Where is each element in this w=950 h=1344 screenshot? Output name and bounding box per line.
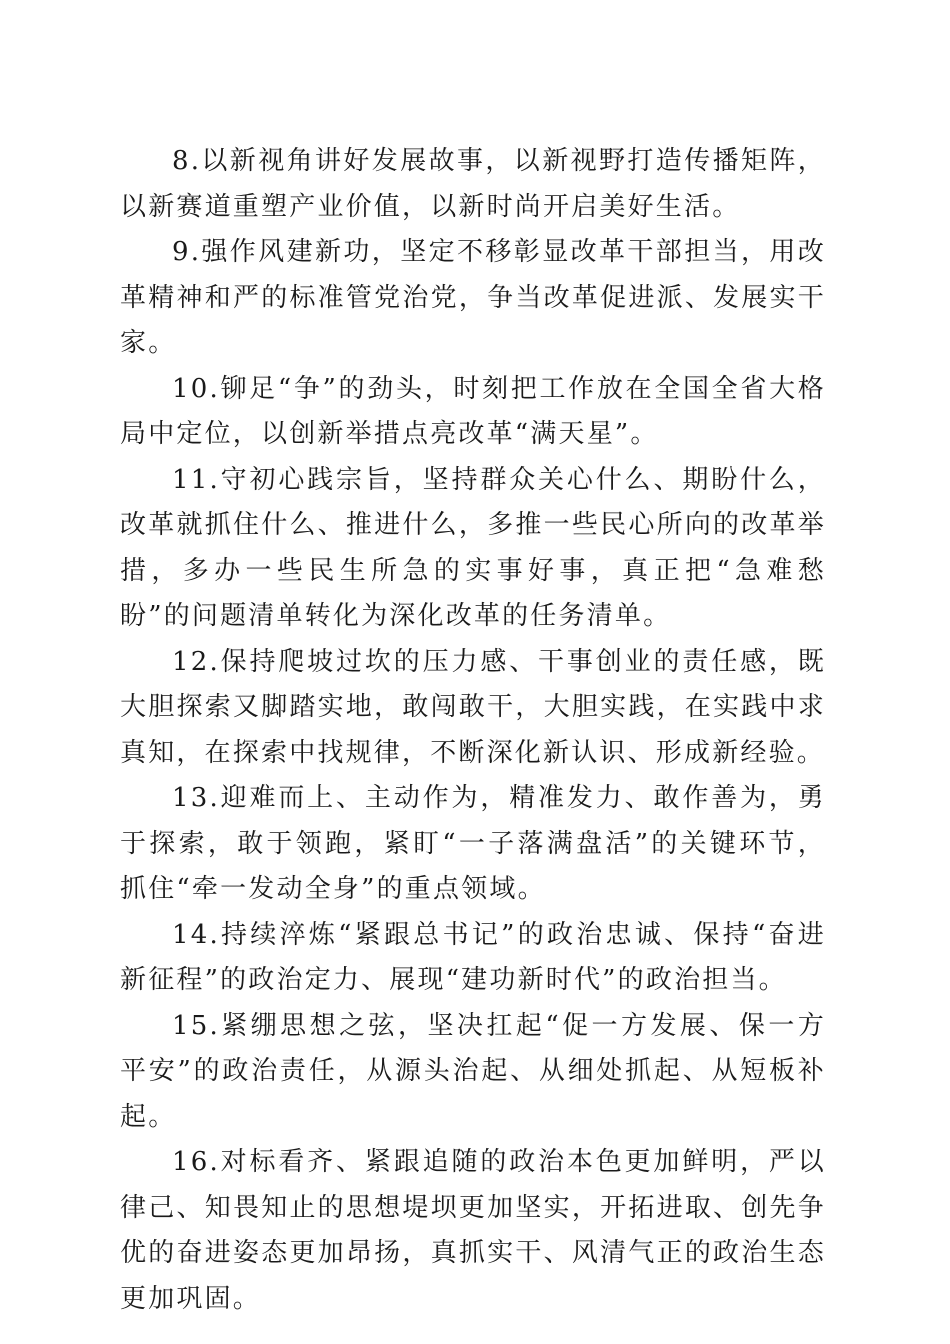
paragraph-8: 8.以新视角讲好发展故事，以新视野打造传播矩阵，以新赛道重塑产业价值，以新时尚开启美好生活。 bbox=[120, 146, 826, 222]
document-body bbox=[120, 139, 826, 1322]
paragraph-15: 15.紧绷思想之弦，坚决扛起“促一方发展、保一方平安”的政治责任，从源头治起、从细处抓起、从短板补起。 bbox=[120, 1010, 826, 1132]
paragraph-13: 13.迎难而上、主动作为，精准发力、敢作善为，勇于探索，敢于领跑，紧盯“一子落满盘活”的关键环节，抓住“牵一发动全身”的重点领域。 bbox=[120, 783, 826, 904]
paragraph-11: 11.守初心践宗旨，坚持群众关心什么、期盼什么，改革就抓住什么、推进什么，多推一些民心所向的改革举措，多办一些民生所急的实事好事，真正把“急难愁盼”的问题清单转化为深化改革的任务清单。 bbox=[120, 464, 826, 631]
paragraph-12: 12.保持爬坡过坎的压力感、干事创业的责任感，既大胆探索又脚踏实地，敢闯敢干，大胆实践，在实践中求真知，在探索中找规律，不断深化新认识、形成新经验。 bbox=[120, 646, 826, 768]
paragraph-9: 9.强作风建新功，坚定不移彰显改革干部担当，用改革精神和严的标准管党治党，争当改革促进派、发展实干家。 bbox=[120, 237, 826, 358]
paragraph-14: 14.持续淬炼“紧跟总书记”的政治忠诚、保持“奋进新征程”的政治定力、展现“建功新时代”的政治担当。 bbox=[120, 919, 826, 995]
paragraph-16: 16.对标看齐、紧跟追随的政治本色更加鲜明，严以律己、知畏知止的思想堤坝更加坚实，开拓进取、创先争优的奋进姿态更加昂扬，真抓实干、风清气正的政治生态更加巩固。 bbox=[120, 1147, 826, 1314]
paragraph-10: 10.铆足“争”的劲头，时刻把工作放在全国全省大格局中定位，以创新举措点亮改革“满天星”。 bbox=[120, 373, 826, 449]
